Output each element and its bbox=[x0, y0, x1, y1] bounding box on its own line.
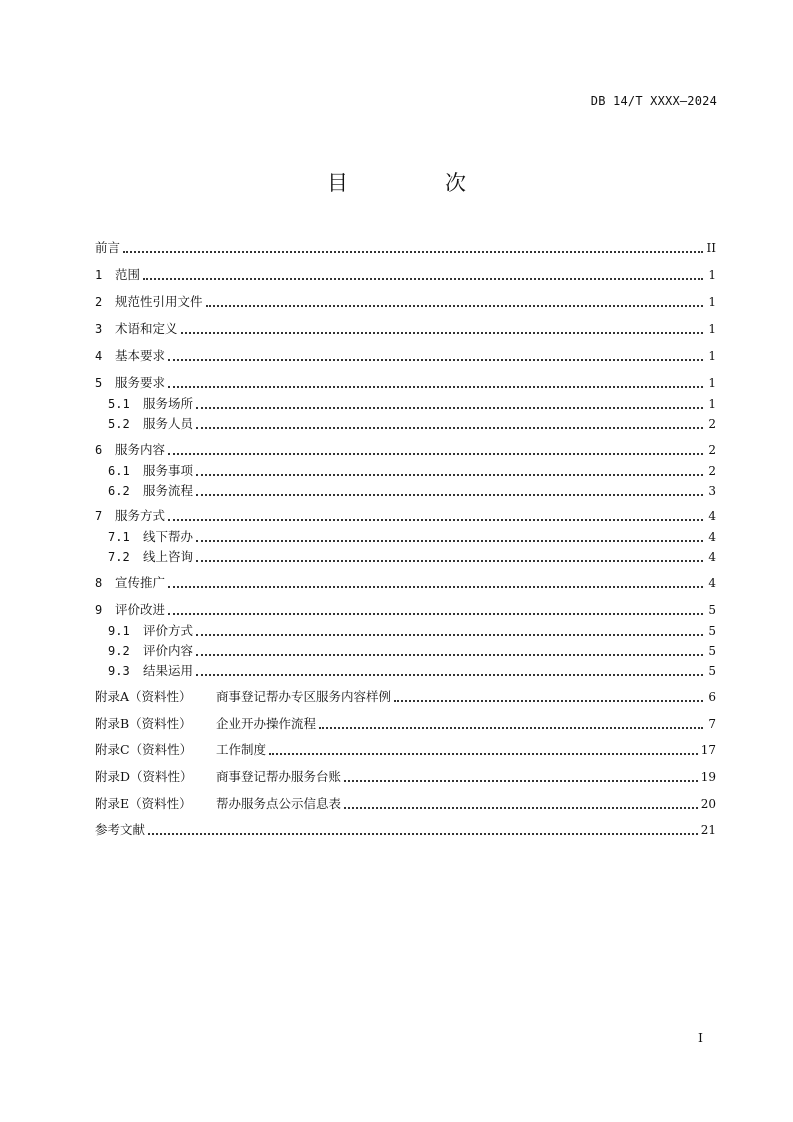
toc-entry-service-process[interactable] bbox=[108, 481, 716, 501]
toc-entry-appendix-d[interactable] bbox=[95, 767, 716, 787]
toc-entry-page: 4 bbox=[708, 509, 716, 523]
toc-entry-page: 5 bbox=[708, 624, 716, 638]
toc-entry-page: 5 bbox=[708, 603, 716, 617]
toc-entry-appendix-c[interactable] bbox=[95, 740, 716, 760]
toc-entry-service-requirements[interactable] bbox=[95, 373, 716, 393]
page-number: I bbox=[698, 1030, 703, 1045]
toc-entry-number: 6 bbox=[95, 443, 103, 457]
toc-entry-label: 服务人员 bbox=[143, 416, 194, 431]
toc-entry-label: 宣传推广 bbox=[115, 575, 166, 590]
toc-entry-page: 21 bbox=[700, 823, 716, 837]
toc-entry-scope[interactable] bbox=[95, 265, 716, 285]
toc-entry-service-methods[interactable] bbox=[95, 506, 716, 526]
toc-entry-number: 5 bbox=[95, 376, 103, 390]
toc-entry-publicity[interactable] bbox=[95, 573, 716, 593]
toc-entry-number: 4 bbox=[95, 349, 103, 363]
toc-entry-label: 规范性引用文件 bbox=[115, 294, 203, 309]
toc-entry-page: 1 bbox=[708, 295, 716, 309]
toc-entry-label: 术语和定义 bbox=[115, 321, 178, 336]
dot-leader bbox=[344, 767, 698, 787]
toc-entry-page: 5 bbox=[708, 644, 716, 658]
toc-entry-number: 9.1 bbox=[108, 624, 130, 638]
toc-entry-label: 评价方式 bbox=[143, 623, 194, 638]
toc-entry-number: 6.2 bbox=[108, 484, 130, 498]
toc-entry-number: 9.2 bbox=[108, 644, 130, 658]
toc-entry-label: 结果运用 bbox=[143, 663, 194, 678]
dot-leader bbox=[168, 440, 703, 460]
dot-leader bbox=[168, 373, 703, 393]
dot-leader bbox=[168, 506, 703, 526]
toc-entry-page: 1 bbox=[708, 349, 716, 363]
toc-entry-page: 2 bbox=[708, 464, 716, 478]
toc-entry-number: 5.2 bbox=[108, 417, 130, 431]
toc-entry-number: 6.1 bbox=[108, 464, 130, 478]
toc-entry-label: 帮办服务点公示信息表 bbox=[216, 796, 342, 811]
dot-leader bbox=[123, 238, 703, 258]
toc-entry-page: 7 bbox=[708, 717, 716, 731]
toc-entry-page: 4 bbox=[708, 550, 716, 564]
toc-entry-appendix-b[interactable] bbox=[95, 714, 716, 734]
dot-leader bbox=[168, 600, 703, 620]
toc-entry-label: 服务方式 bbox=[115, 508, 166, 523]
dot-leader bbox=[196, 394, 703, 414]
toc-entry-page: 4 bbox=[708, 530, 716, 544]
toc-entry-service-premises[interactable] bbox=[108, 394, 716, 414]
toc-entry-page: 1 bbox=[708, 268, 716, 282]
dot-leader bbox=[196, 661, 703, 681]
toc-entry-page: 6 bbox=[708, 690, 716, 704]
toc-entry-label: 服务流程 bbox=[143, 483, 194, 498]
dot-leader bbox=[196, 621, 703, 641]
toc-entry-evaluation-improvement[interactable] bbox=[95, 600, 716, 620]
toc-entry-label: 工作制度 bbox=[216, 742, 267, 757]
toc-entry-number: 附录A（资料性） bbox=[95, 689, 192, 704]
toc-entry-label: 线上咨询 bbox=[143, 549, 194, 564]
toc-entry-label: 线下帮办 bbox=[143, 529, 194, 544]
toc-entry-page: 2 bbox=[708, 417, 716, 431]
dot-leader bbox=[168, 573, 703, 593]
toc-entry-result-application[interactable] bbox=[108, 661, 716, 681]
toc-entry-label: 商事登记帮办服务台账 bbox=[216, 769, 342, 784]
dot-leader bbox=[344, 794, 698, 814]
dot-leader bbox=[143, 265, 703, 285]
toc-entry-label: 参考文献 bbox=[95, 822, 146, 837]
toc-entry-bibliography[interactable] bbox=[95, 820, 716, 840]
toc-entry-number: 1 bbox=[95, 268, 103, 282]
toc-entry-service-items[interactable] bbox=[108, 461, 716, 481]
toc-entry-terms-definitions[interactable] bbox=[95, 319, 716, 339]
toc-entry-evaluation-method[interactable] bbox=[108, 621, 716, 641]
dot-leader bbox=[206, 292, 703, 312]
dot-leader bbox=[148, 820, 698, 840]
toc-entry-number: 8 bbox=[95, 576, 103, 590]
toc-entry-page: 20 bbox=[700, 797, 716, 811]
dot-leader bbox=[168, 346, 703, 366]
toc-entry-number: 附录B（资料性） bbox=[95, 716, 192, 731]
dot-leader bbox=[196, 414, 703, 434]
document-code: DB 14/T XXXX—2024 bbox=[590, 94, 717, 108]
toc-entry-page: 1 bbox=[708, 322, 716, 336]
toc-entry-evaluation-content[interactable] bbox=[108, 641, 716, 661]
toc-entry-label: 企业开办操作流程 bbox=[216, 716, 317, 731]
toc-entry-appendix-a[interactable] bbox=[95, 687, 716, 707]
toc-entry-foreword[interactable] bbox=[95, 238, 716, 258]
toc-entry-number: 附录D（资料性） bbox=[95, 769, 193, 784]
toc-entry-number: 9.3 bbox=[108, 664, 130, 678]
toc-entry-page: 5 bbox=[708, 664, 716, 678]
toc-entry-page: 4 bbox=[708, 576, 716, 590]
dot-leader bbox=[319, 714, 703, 734]
toc-entry-number: 7.1 bbox=[108, 530, 130, 544]
toc-entry-label: 评价改进 bbox=[115, 602, 166, 617]
toc-entry-label: 前言 bbox=[95, 240, 121, 255]
dot-leader bbox=[269, 740, 698, 760]
dot-leader bbox=[196, 527, 703, 547]
dot-leader bbox=[196, 461, 703, 481]
toc-entry-page: 19 bbox=[700, 770, 716, 784]
dot-leader bbox=[196, 481, 703, 501]
toc-entry-online-consultation[interactable] bbox=[108, 547, 716, 567]
toc-entry-normative-references[interactable] bbox=[95, 292, 716, 312]
dot-leader bbox=[181, 319, 703, 339]
toc-entry-label: 服务内容 bbox=[115, 442, 166, 457]
toc-entry-service-personnel[interactable] bbox=[108, 414, 716, 434]
toc-entry-label: 范围 bbox=[115, 267, 141, 282]
toc-entry-number: 7.2 bbox=[108, 550, 130, 564]
toc-entry-number: 2 bbox=[95, 295, 103, 309]
toc-entry-label: 评价内容 bbox=[143, 643, 194, 658]
toc-entry-page: 1 bbox=[708, 376, 716, 390]
toc-entry-label: 服务要求 bbox=[115, 375, 166, 390]
toc-entry-page: 2 bbox=[708, 443, 716, 457]
dot-leader bbox=[394, 687, 703, 707]
toc-entry-basic-requirements[interactable] bbox=[95, 346, 716, 366]
toc-entry-number: 附录C（资料性） bbox=[95, 742, 193, 757]
dot-leader bbox=[196, 547, 703, 567]
toc-entry-label: 服务事项 bbox=[143, 463, 194, 478]
toc-entry-number: 3 bbox=[95, 322, 103, 336]
toc-entry-number: 附录E（资料性） bbox=[95, 796, 192, 811]
toc-entry-page: II bbox=[706, 241, 716, 255]
toc-entry-appendix-e[interactable] bbox=[95, 794, 716, 814]
toc-entry-number: 7 bbox=[95, 509, 103, 523]
toc-entry-number: 5.1 bbox=[108, 397, 130, 411]
toc-entry-service-content[interactable] bbox=[95, 440, 716, 460]
toc-entry-page: 17 bbox=[700, 743, 716, 757]
toc-entry-label: 商事登记帮办专区服务内容样例 bbox=[216, 689, 392, 704]
toc-entry-page: 1 bbox=[708, 397, 716, 411]
toc-entry-page: 3 bbox=[708, 484, 716, 498]
dot-leader bbox=[196, 641, 703, 661]
toc-title: 目 次 bbox=[327, 171, 504, 195]
toc-entry-number: 9 bbox=[95, 603, 103, 617]
toc-entry-label: 服务场所 bbox=[143, 396, 194, 411]
toc-entry-offline-assistance[interactable] bbox=[108, 527, 716, 547]
toc-entry-label: 基本要求 bbox=[115, 348, 166, 363]
